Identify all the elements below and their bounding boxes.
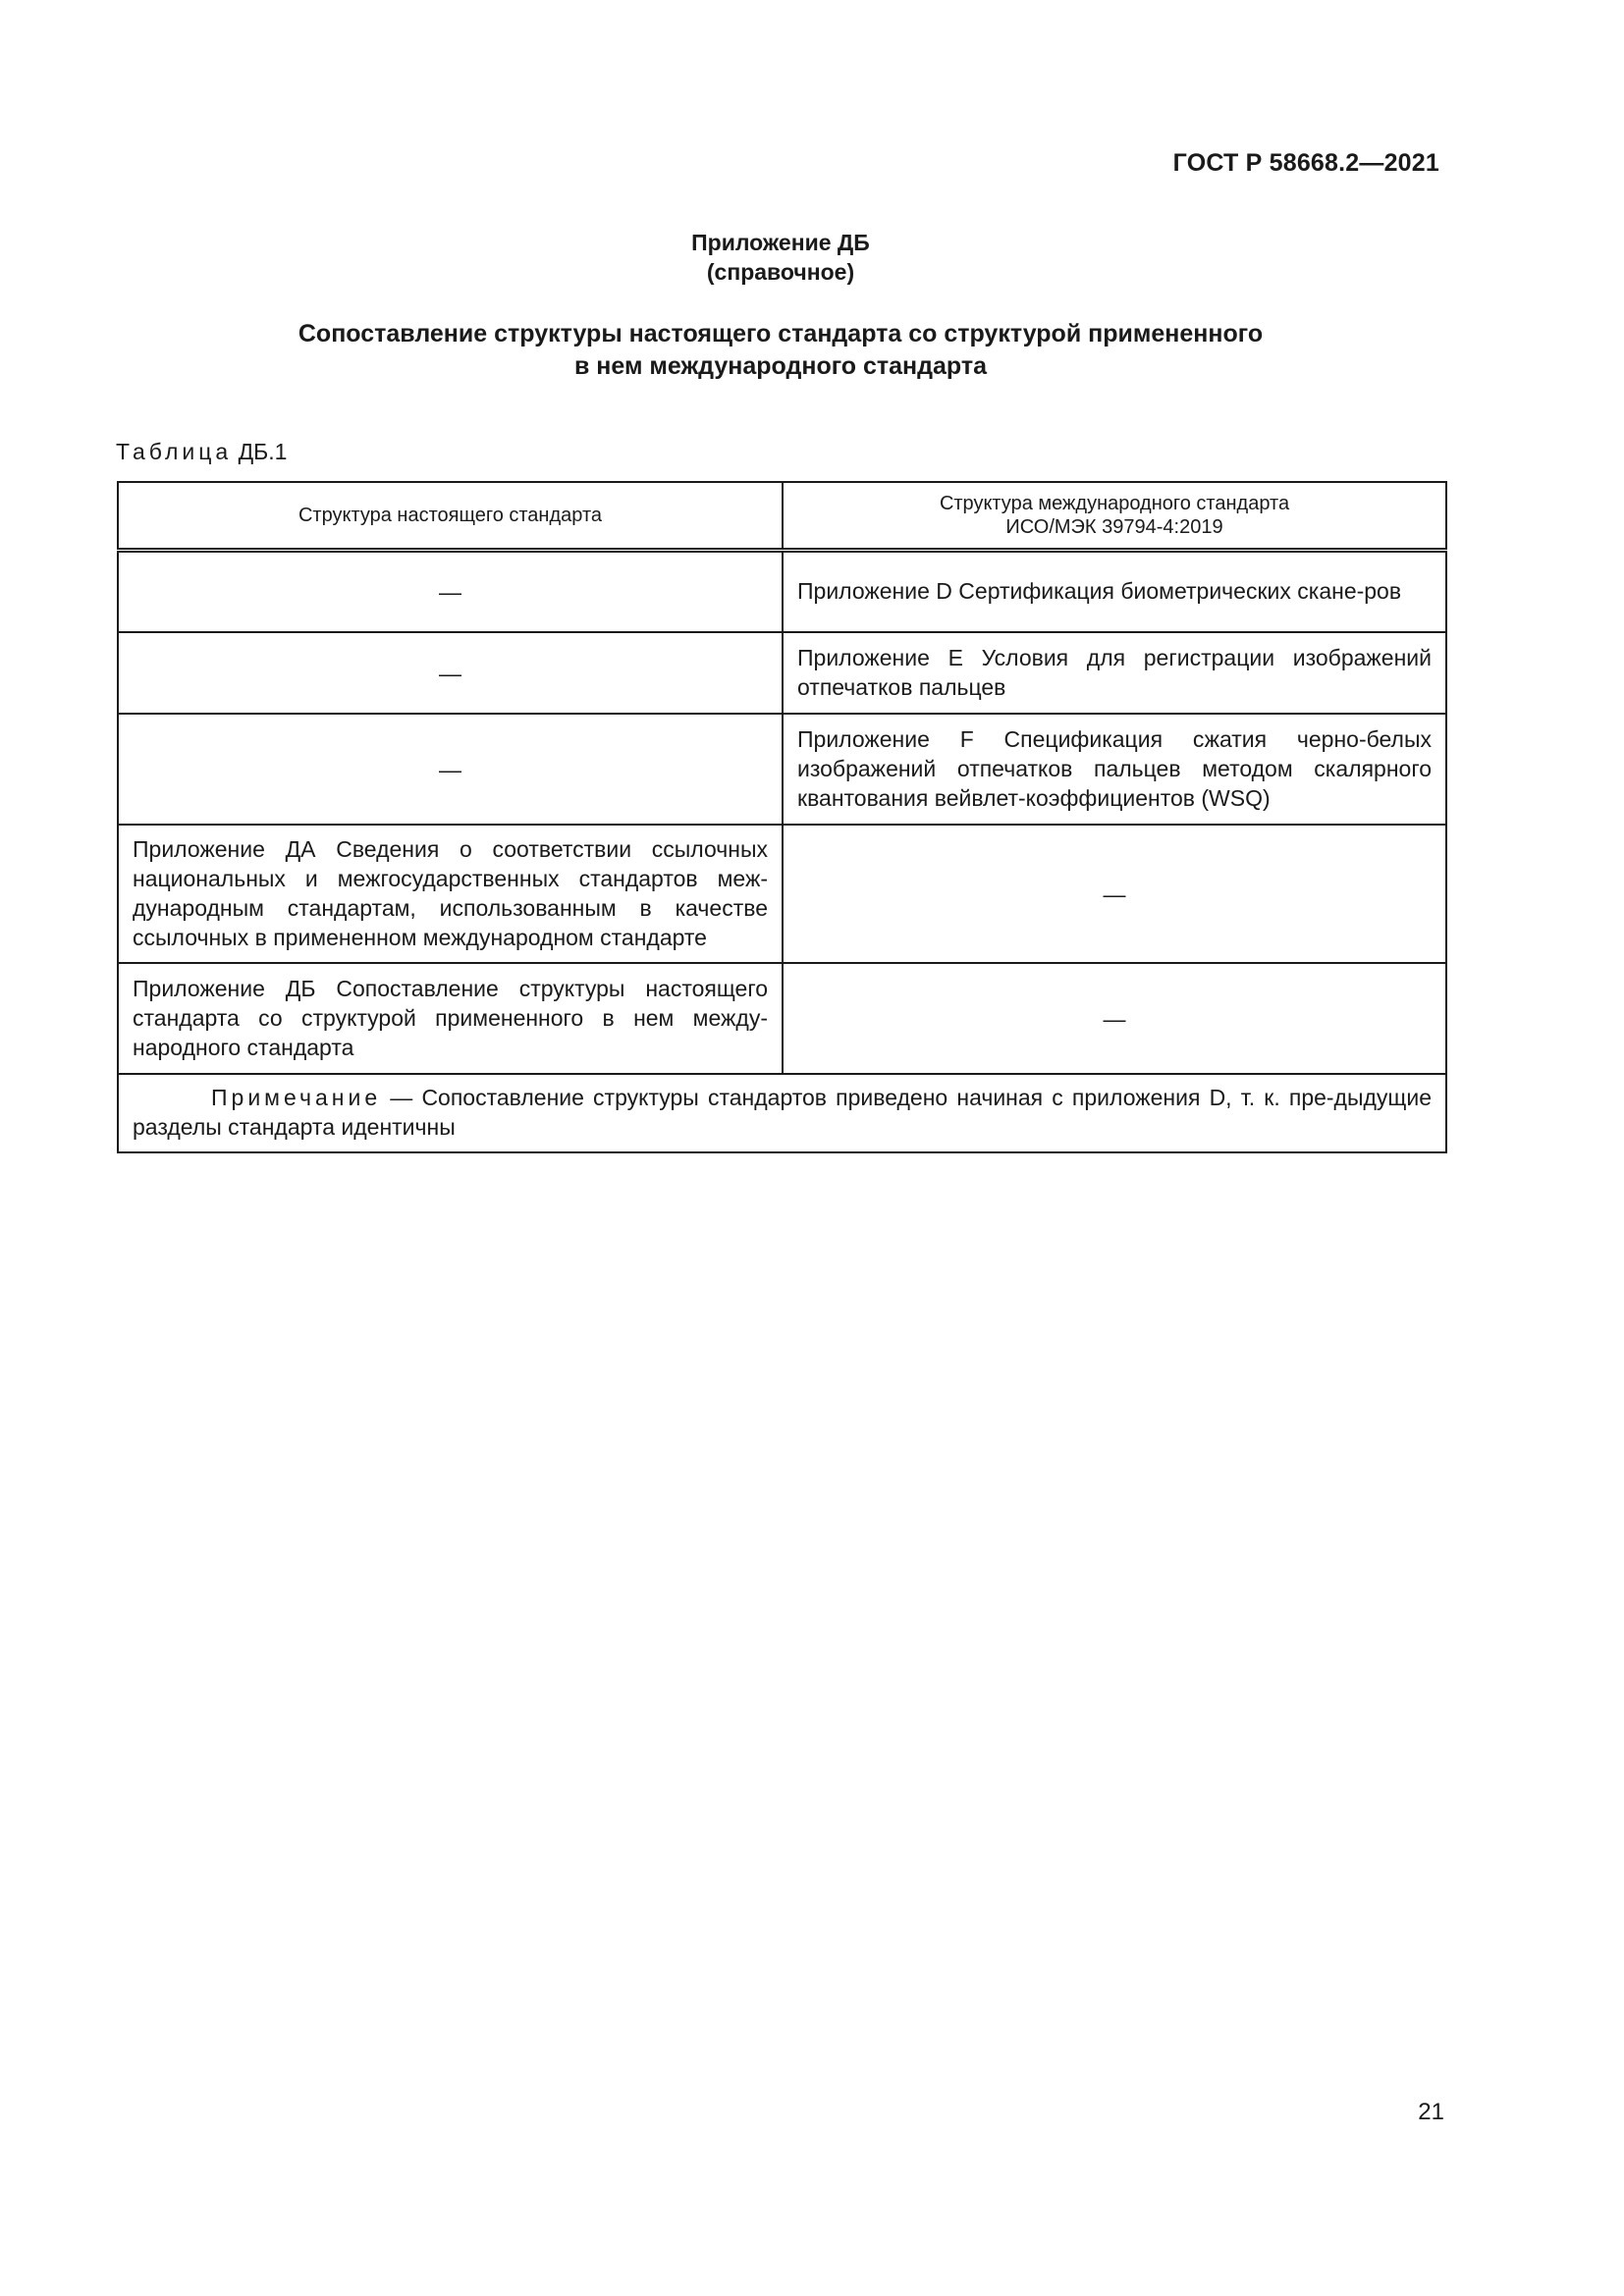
section-title-line-2: в нем международного стандарта [573, 352, 988, 380]
international-cell: — [783, 825, 1446, 963]
table-row [118, 551, 1446, 633]
section-title [0, 318, 1561, 383]
table-header-row [118, 482, 1446, 551]
note-label: Примечание [211, 1085, 382, 1110]
table-caption-number: ДБ.1 [238, 439, 288, 464]
page-number: 21 [1418, 2099, 1444, 2125]
appendix-heading [0, 228, 1561, 287]
header-international-line-2: ИСО/МЭК 39794-4:2019 [1005, 516, 1223, 538]
national-cell: — [118, 632, 783, 714]
header-national-structure: Структура настоящего стандарта [118, 482, 783, 551]
appendix-label: Приложение ДБ [691, 230, 870, 255]
table-row [118, 825, 1446, 963]
document-code: ГОСТ Р 58668.2—2021 [1172, 149, 1439, 177]
table-row [118, 714, 1446, 825]
note-text: — Сопоставление структуры стандартов приведено начиная с приложения D, т. к. пре-дыдущие разделы стандарта идентичны [133, 1085, 1432, 1140]
appendix-kind: (справочное) [706, 259, 855, 285]
table-row [118, 963, 1446, 1074]
national-cell: — [118, 714, 783, 825]
table-caption-label: Таблица [116, 439, 233, 464]
national-cell: — [118, 551, 783, 633]
header-international-line-1: Структура международного стандарта [939, 493, 1290, 514]
table-note [118, 1074, 1446, 1152]
national-cell: Приложение ДА Сведения о соответствии ссылочных национальных и межгосударственных стандартов меж-дународным стандартам, использованным в качестве ссылочных в примененном международном стандарте [118, 825, 783, 963]
section-title-line-1: Сопоставление структуры настоящего стандарта со структурой примененного [298, 320, 1264, 347]
national-cell: Приложение ДБ Сопоставление структуры настоящего стандарта со структурой примененного в нем между-народного стандарта [118, 963, 783, 1074]
international-cell: Приложение Е Условия для регистрации изображений отпечатков пальцев [783, 632, 1446, 714]
table-row [118, 632, 1446, 714]
table-caption [116, 439, 287, 465]
international-cell: — [783, 963, 1446, 1074]
header-international-structure [783, 482, 1446, 551]
international-cell: Приложение F Спецификация сжатия черно-белых изображений отпечатков пальцев методом скалярного квантования вейвлет-коэффициентов (WSQ) [783, 714, 1446, 825]
structure-comparison-table [117, 481, 1447, 1153]
international-cell: Приложение D Сертификация биометрических скане-ров [783, 551, 1446, 633]
table-note-row [118, 1074, 1446, 1152]
